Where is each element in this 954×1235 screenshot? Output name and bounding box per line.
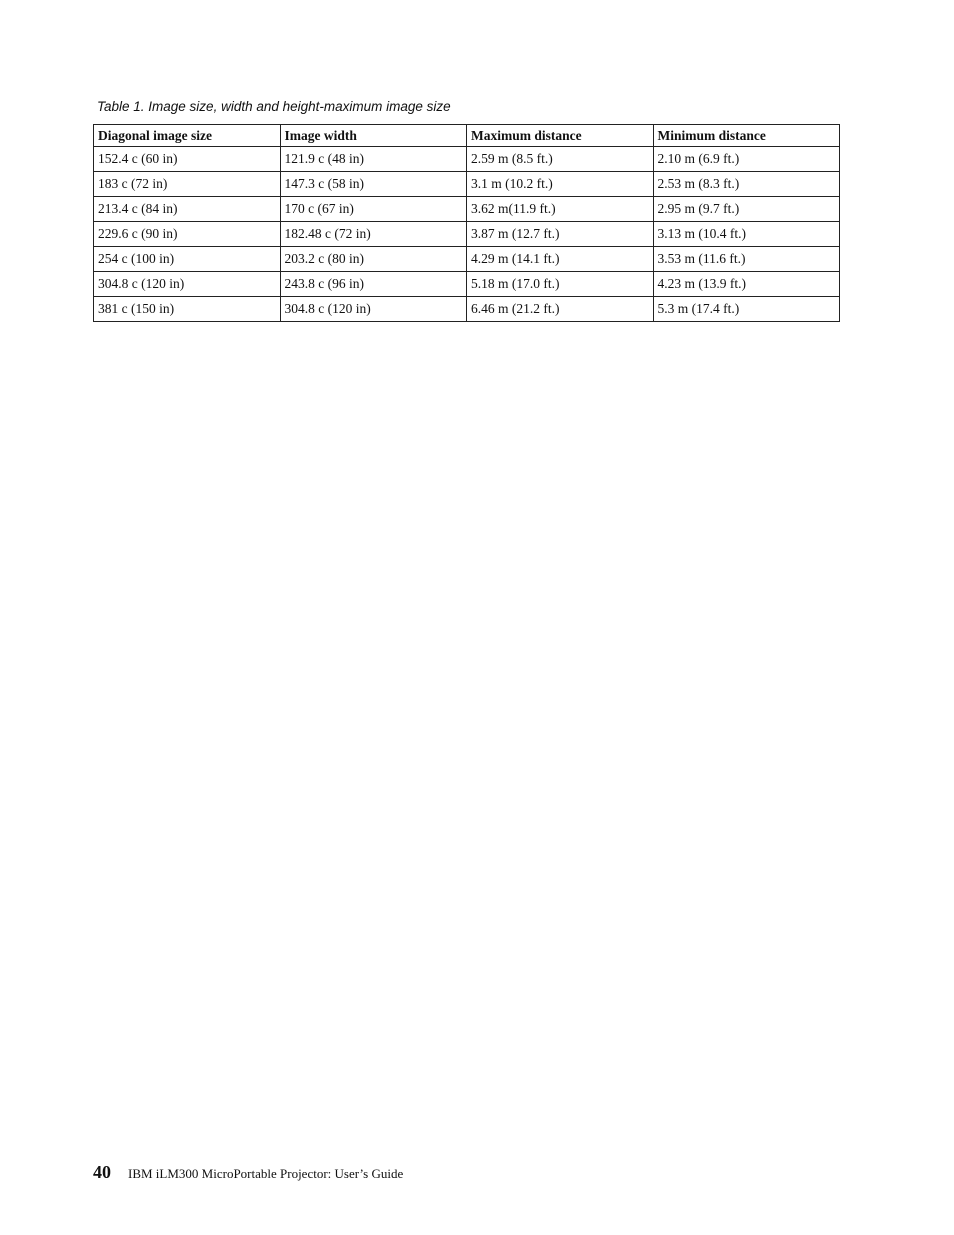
table-cell: 213.4 c (84 in) — [94, 197, 281, 222]
table-cell: 5.3 m (17.4 ft.) — [653, 297, 840, 322]
page-number: 40 — [93, 1162, 111, 1182]
table-row — [94, 297, 840, 322]
table-cell: 304.8 c (120 in) — [280, 297, 467, 322]
column-header: Minimum distance — [653, 125, 840, 147]
table-row — [94, 222, 840, 247]
table-cell: 304.8 c (120 in) — [94, 272, 281, 297]
table-cell: 182.48 c (72 in) — [280, 222, 467, 247]
table-cell: 2.10 m (6.9 ft.) — [653, 147, 840, 172]
table-cell: 121.9 c (48 in) — [280, 147, 467, 172]
table-cell: 3.53 m (11.6 ft.) — [653, 247, 840, 272]
page-footer — [93, 1162, 403, 1183]
table-cell: 5.18 m (17.0 ft.) — [467, 272, 654, 297]
table-row — [94, 147, 840, 172]
table-cell: 2.59 m (8.5 ft.) — [467, 147, 654, 172]
table-row — [94, 272, 840, 297]
table-cell: 152.4 c (60 in) — [94, 147, 281, 172]
table-cell: 381 c (150 in) — [94, 297, 281, 322]
table-cell: 147.3 c (58 in) — [280, 172, 467, 197]
table-cell: 183 c (72 in) — [94, 172, 281, 197]
table-cell: 203.2 c (80 in) — [280, 247, 467, 272]
table-cell: 243.8 c (96 in) — [280, 272, 467, 297]
table-cell: 3.1 m (10.2 ft.) — [467, 172, 654, 197]
table-cell: 229.6 c (90 in) — [94, 222, 281, 247]
column-header: Image width — [280, 125, 467, 147]
table-row — [94, 172, 840, 197]
table-header-row — [94, 125, 840, 147]
table-row — [94, 197, 840, 222]
table-cell: 2.95 m (9.7 ft.) — [653, 197, 840, 222]
table-caption: Table 1. Image size, width and height-maximum image size — [97, 99, 451, 114]
table-cell: 2.53 m (8.3 ft.) — [653, 172, 840, 197]
table-cell: 4.23 m (13.9 ft.) — [653, 272, 840, 297]
image-size-table — [93, 124, 840, 322]
column-header: Diagonal image size — [94, 125, 281, 147]
table-cell: 3.62 m(11.9 ft.) — [467, 197, 654, 222]
table-cell: 6.46 m (21.2 ft.) — [467, 297, 654, 322]
column-header: Maximum distance — [467, 125, 654, 147]
table-cell: 3.13 m (10.4 ft.) — [653, 222, 840, 247]
table-cell: 4.29 m (14.1 ft.) — [467, 247, 654, 272]
table-cell: 3.87 m (12.7 ft.) — [467, 222, 654, 247]
table-cell: 170 c (67 in) — [280, 197, 467, 222]
document-title: IBM iLM300 MicroPortable Projector: User’s Guide — [128, 1166, 404, 1181]
table-cell: 254 c (100 in) — [94, 247, 281, 272]
table-row — [94, 247, 840, 272]
